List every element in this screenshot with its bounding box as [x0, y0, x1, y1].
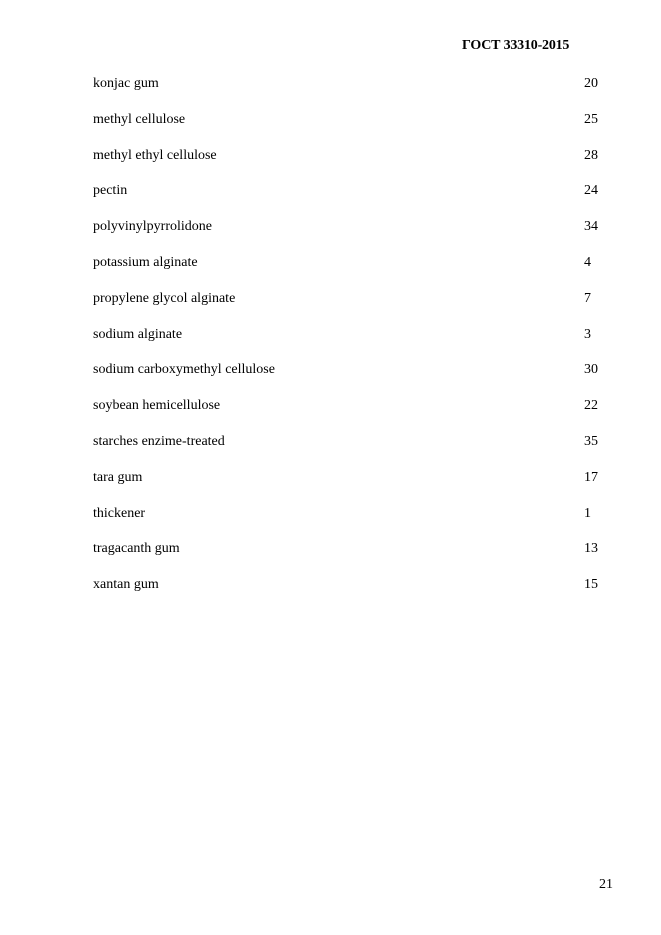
index-page-ref: 22	[584, 398, 598, 414]
index-term: tara gum	[93, 469, 143, 485]
index-term: potassium alginate	[93, 254, 198, 270]
index-row	[93, 217, 613, 253]
index-row	[93, 432, 613, 468]
index-page-ref: 34	[584, 219, 598, 235]
index-row	[93, 181, 613, 217]
index-term: starches enzime-treated	[93, 433, 225, 449]
index-term: pectin	[93, 183, 128, 199]
index-row	[93, 396, 613, 432]
index-term: soybean hemicellulose	[93, 398, 221, 414]
index-term: thickener	[93, 505, 146, 521]
index-row	[93, 575, 613, 611]
index-page-ref: 25	[584, 111, 598, 127]
index-page-ref: 7	[584, 290, 591, 306]
index-row	[93, 360, 613, 396]
index-row	[93, 253, 613, 289]
index-page-ref: 20	[584, 76, 598, 91]
index-page-ref: 1	[584, 505, 591, 521]
index-row	[93, 289, 613, 325]
index-page-ref: 17	[584, 469, 598, 485]
index-term: propylene glycol alginate	[93, 290, 236, 306]
index-list	[93, 74, 613, 611]
index-row	[93, 468, 613, 504]
page-number: 21	[599, 877, 613, 892]
index-page-ref: 4	[584, 254, 591, 270]
index-page-ref: 13	[584, 541, 598, 557]
index-term: methyl cellulose	[93, 111, 186, 127]
index-row	[93, 74, 613, 110]
index-page-ref: 35	[584, 433, 598, 449]
index-term: konjac gum	[93, 76, 159, 91]
index-page-ref: 30	[584, 362, 598, 378]
index-term: sodium carboxymethyl cellulose	[93, 362, 275, 378]
index-row	[93, 110, 613, 146]
index-row	[93, 325, 613, 361]
index-page-ref: 15	[584, 577, 598, 593]
index-term: methyl ethyl cellulose	[93, 147, 217, 163]
index-term: sodium alginate	[93, 326, 183, 342]
index-term: polyvinylpyrrolidone	[93, 219, 212, 235]
index-term: xantan gum	[93, 577, 159, 593]
index-term: tragacanth gum	[93, 541, 180, 557]
index-row	[93, 146, 613, 182]
document-header: ГОСТ 33310-2015	[462, 38, 570, 53]
index-page-ref: 28	[584, 147, 598, 163]
index-page-ref: 24	[584, 183, 598, 199]
index-row	[93, 504, 613, 540]
index-row	[93, 539, 613, 575]
index-page-ref: 3	[584, 326, 591, 342]
